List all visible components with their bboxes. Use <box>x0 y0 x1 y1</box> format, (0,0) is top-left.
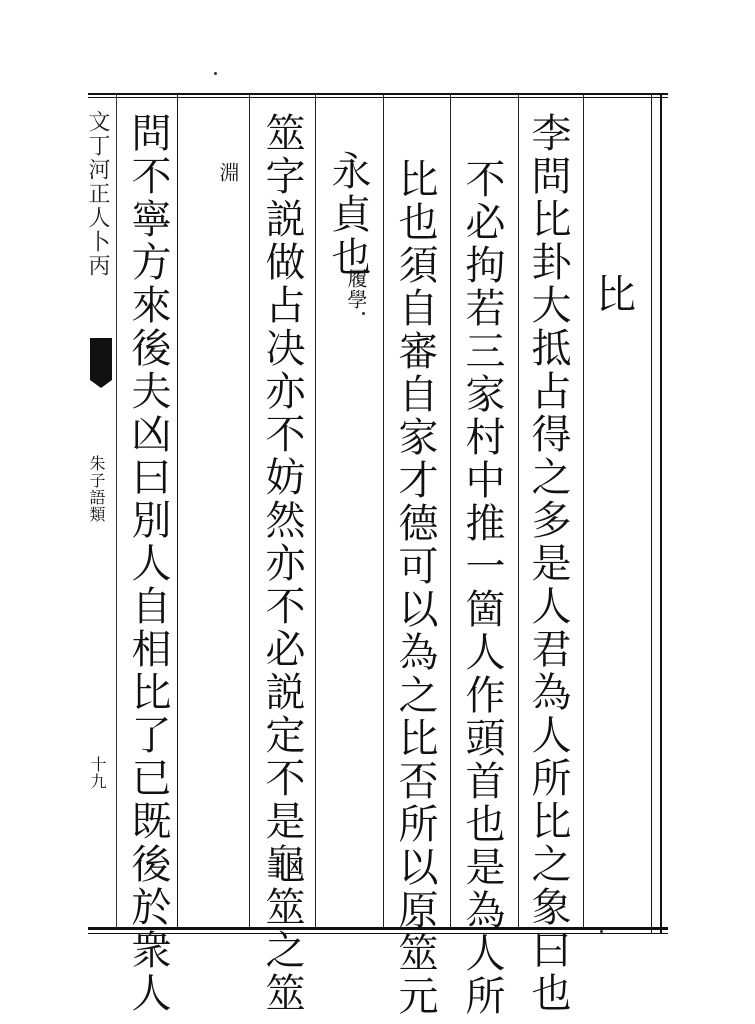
frame-right-border <box>660 93 662 933</box>
margin-book-title: 朱子語類 <box>87 455 106 523</box>
column-divider <box>249 95 250 928</box>
text-column-2: 不必拘若三家村中推一箇人作頭首也是為人所 <box>459 158 505 1018</box>
frame-left-border <box>177 95 178 930</box>
frame-bottom-border <box>88 927 668 930</box>
text-column-5: 筮字説做占决亦不妨然亦不必説定不是龜筮之筮 <box>259 112 305 1015</box>
section-title: 比 <box>596 272 636 318</box>
margin-fishtail <box>90 380 112 388</box>
text-column-1: 李問比卦大抵占得之多是人君為人所比之象曰也 <box>525 112 571 1015</box>
annotation-side-note: 淵 <box>216 162 240 183</box>
column-divider <box>450 95 451 928</box>
column-divider <box>583 95 584 928</box>
column-divider <box>383 95 384 928</box>
margin-rule <box>116 95 117 928</box>
margin-page-number: 十九 <box>88 756 107 790</box>
text-column-3: 比也須自審自家才德可以為之比否所以原筮元 <box>392 158 438 1018</box>
margin-top-text: 文丁河正人卜丙 <box>85 110 110 278</box>
scan-speck <box>600 930 603 933</box>
frame-top-border <box>88 93 668 95</box>
frame-right-border-inner <box>651 93 652 933</box>
text-column-6: 問不寧方來後夫凶曰別人自相比了已既後於衆人 <box>125 112 171 1015</box>
margin-black-block <box>90 338 112 380</box>
column-divider <box>518 95 519 928</box>
annotation-note: 履學 <box>344 268 368 310</box>
scan-speck <box>362 312 365 315</box>
text-column-4: 永貞也 <box>325 150 371 279</box>
frame-bottom-border-inner <box>88 933 668 934</box>
column-divider <box>315 95 316 928</box>
frame-top-border-inner <box>88 97 668 98</box>
scan-speck <box>214 72 217 75</box>
